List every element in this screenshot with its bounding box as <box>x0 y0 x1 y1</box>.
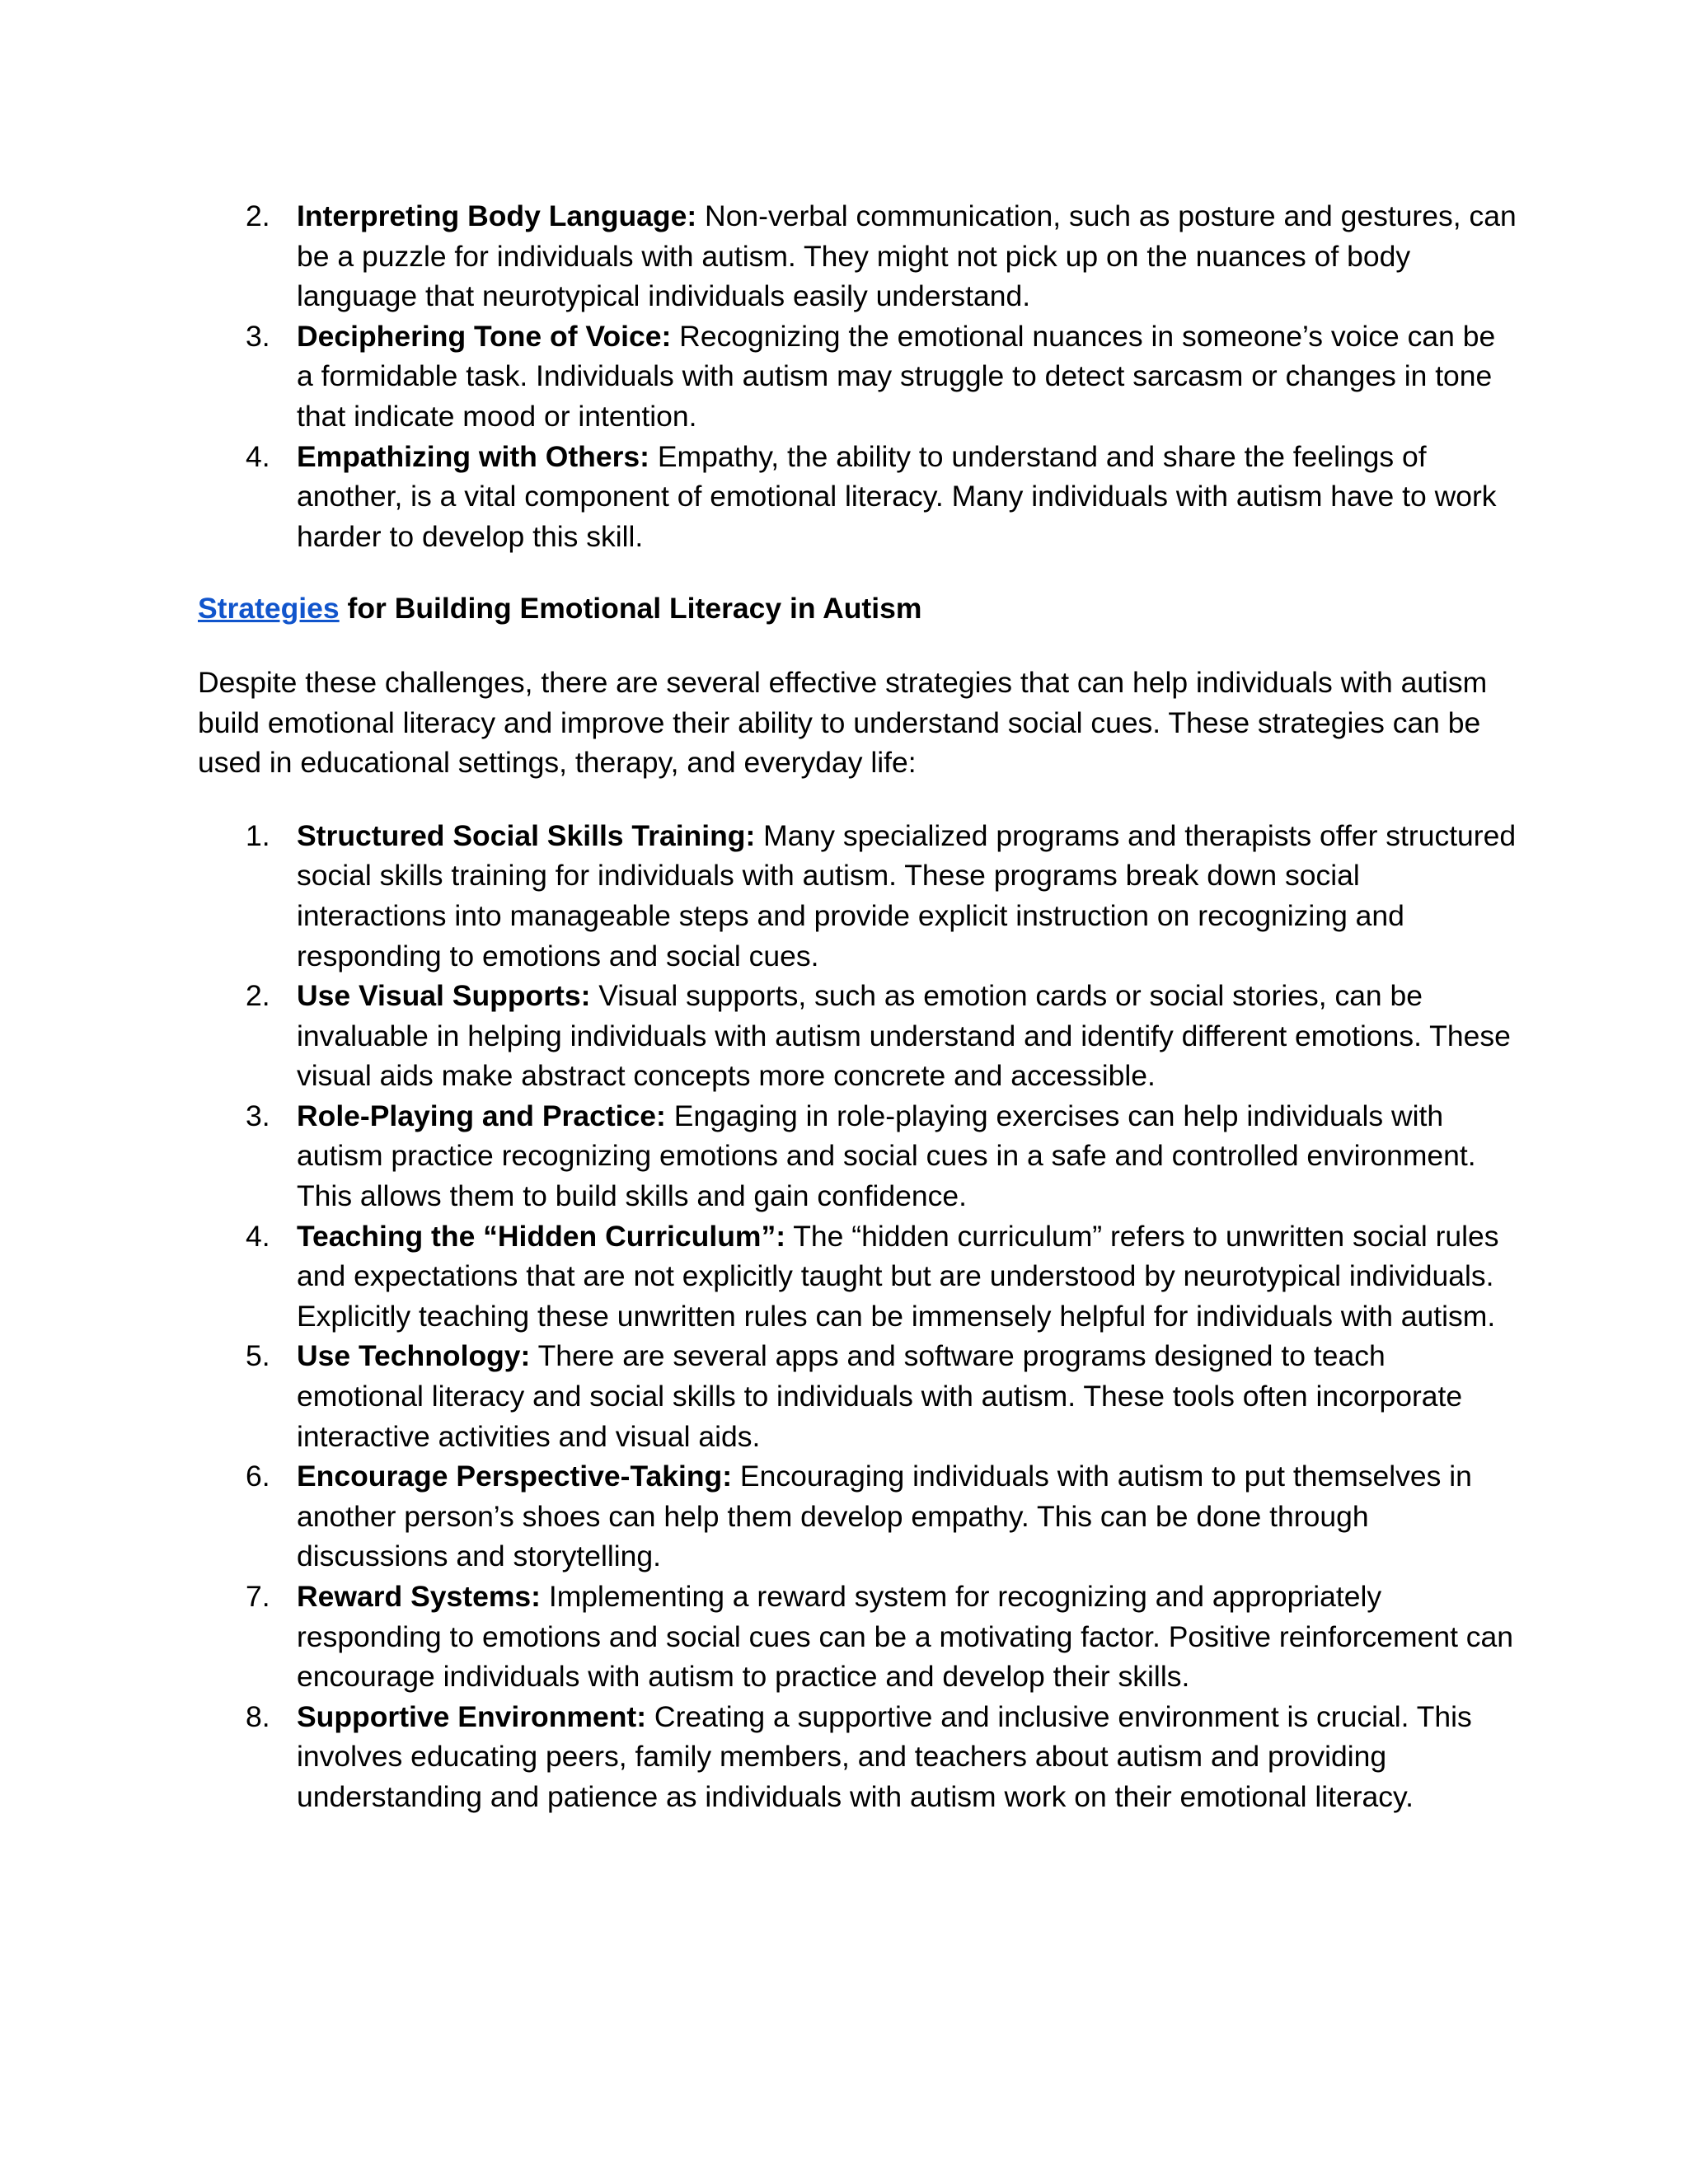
list-item <box>198 1336 1517 1456</box>
list-item <box>198 1216 1517 1337</box>
list-item-text: The “hidden curriculum” refers to unwritten social rules and expectations that are not explicitly taught but are understood by neurotypical individuals. Explicitly teaching these unwritten rules can be immensely helpful for individuals with autism. <box>297 1219 1499 1333</box>
strategies-link[interactable]: Strategies <box>198 592 340 626</box>
list-item-term: Interpreting Body Language: <box>297 199 697 232</box>
document-page <box>198 196 1517 1817</box>
list-item-text: Visual supports, such as emotion cards or social stories, can be invaluable in helping individuals with autism understand and identify different emotions. These visual aids make abstract concepts more concrete and accessible. <box>297 979 1511 1093</box>
section-heading-text: for Building Emotional Literacy in Autism <box>339 592 922 626</box>
list-item-text: Many specialized programs and therapists offer structured social skills training for individuals with autism. These programs break down social interactions into manageable steps and provide explicit instruction on recognizing and responding to emotions and social cues. <box>297 818 1517 972</box>
list-item-text: Encouraging individuals with autism to put themselves in another person’s shoes can help them develop empathy. This can be done through discussions and storytelling. <box>297 1460 1472 1573</box>
intro-paragraph: Despite these challenges, there are several effective strategies that can help individuals with autism build emotional literacy and improve their ability to understand social cues. These strategies can be used in educational settings, therapy, and everyday life: <box>198 665 1488 780</box>
list-item-text: Recognizing the emotional nuances in someone’s voice can be a formidable task. Individuals with autism may struggle to detect sarcasm or changes in tone that indicate mood or intention. <box>297 319 1496 433</box>
list-number: 6. <box>246 1460 270 1493</box>
list-item-term: Supportive Environment: <box>297 1699 647 1733</box>
challenges-list <box>198 196 1517 556</box>
list-number: 4. <box>246 439 270 473</box>
list-item <box>198 437 1517 557</box>
list-item <box>198 1697 1517 1817</box>
list-item-term: Teaching the “Hidden Curriculum”: <box>297 1219 786 1253</box>
list-number: 2. <box>246 199 270 232</box>
list-item-text: Engaging in role-playing exercises can help individuals with autism practice recognizing emotions and social cues in a safe and controlled environment. This allows them to build skills and gain confidence. <box>297 1099 1476 1213</box>
list-item-term: Reward Systems: <box>297 1580 541 1613</box>
list-number: 7. <box>246 1580 270 1613</box>
list-number: 3. <box>246 1099 270 1132</box>
list-number: 2. <box>246 979 270 1013</box>
list-number: 4. <box>246 1219 270 1253</box>
list-item-term: Role-Playing and Practice: <box>297 1099 666 1132</box>
list-number: 1. <box>246 818 270 852</box>
list-item-term: Structured Social Skills Training: <box>297 818 756 852</box>
list-item <box>198 1096 1517 1216</box>
list-item <box>198 196 1517 316</box>
list-number: 8. <box>246 1699 270 1733</box>
list-number: 5. <box>246 1339 270 1373</box>
list-item-text: Empathy, the ability to understand and share the feelings of another, is a vital component of emotional literacy. Many individuals with autism have to work harder to develop this skill. <box>297 439 1497 553</box>
list-item-term: Use Technology: <box>297 1339 531 1373</box>
list-item-term: Deciphering Tone of Voice: <box>297 319 672 353</box>
list-item-term: Use Visual Supports: <box>297 979 591 1013</box>
list-item <box>198 316 1517 437</box>
list-item <box>198 1456 1517 1577</box>
list-item <box>198 816 1517 976</box>
list-item-text: Creating a supportive and inclusive environment is crucial. This involves educating peers, family members, and teachers about autism and providing understanding and patience as individuals with autism work on their emotional literacy. <box>297 1699 1472 1813</box>
list-item-term: Encourage Perspective-Taking: <box>297 1460 733 1493</box>
list-item-text: There are several apps and software programs designed to teach emotional literacy and social skills to individuals with autism. These tools often incorporate interactive activities and visual aids. <box>297 1339 1463 1453</box>
list-number: 3. <box>246 319 270 353</box>
strategies-list <box>198 816 1517 1817</box>
list-item-term: Empathizing with Others: <box>297 439 649 473</box>
list-item <box>198 976 1517 1096</box>
section-heading <box>198 588 1517 629</box>
list-item <box>198 1577 1517 1697</box>
list-item-text: Implementing a reward system for recognizing and appropriately responding to emotions and social cues can be a motivating factor. Positive reinforcement can encourage individuals with autism to practice and develop their skills. <box>297 1580 1514 1694</box>
list-item-text: Non-verbal communication, such as posture and gestures, can be a puzzle for individuals with autism. They might not pick up on the nuances of body language that neurotypical individuals easily understand. <box>297 199 1517 313</box>
